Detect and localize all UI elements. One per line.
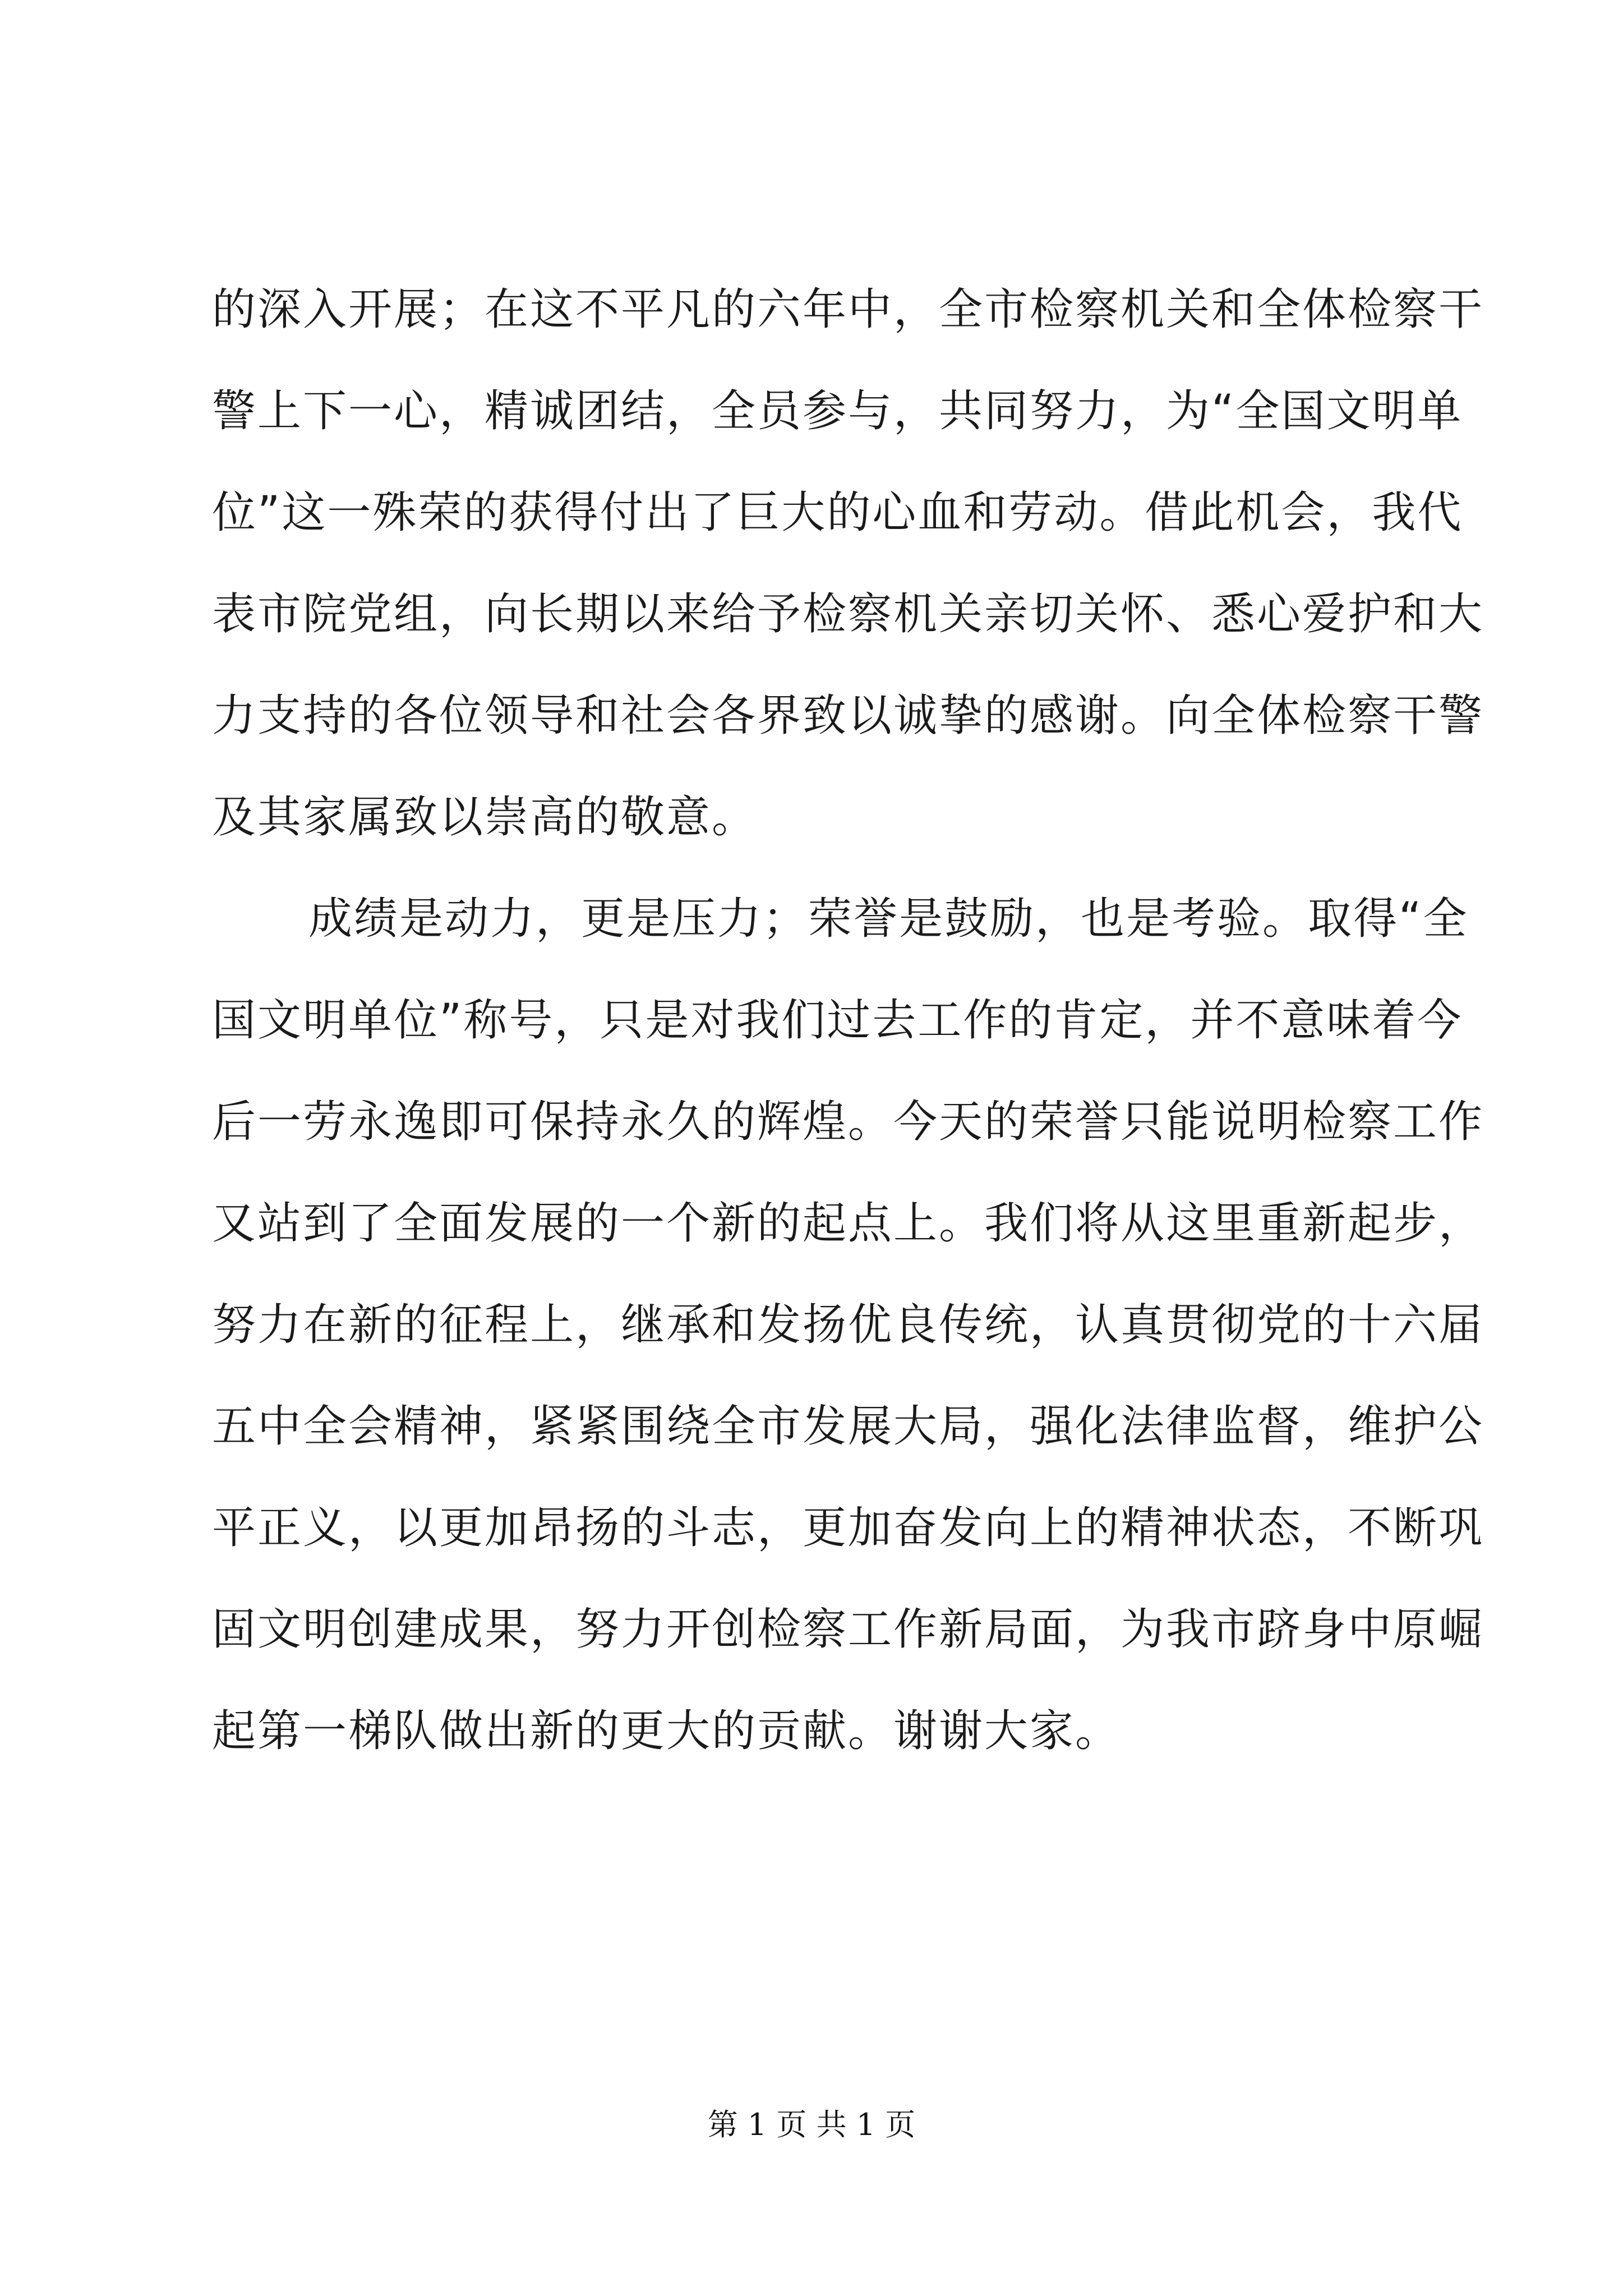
text-line: 及其家属致以崇高的敬意。 bbox=[212, 792, 758, 843]
paragraph bbox=[212, 868, 1484, 1782]
text-line: 成绩是动力，更是压力；荣誉是鼓励，也是考验。取得“全 bbox=[308, 894, 1469, 944]
page-number: 第 1 页 共 1 页 bbox=[707, 2107, 916, 2142]
text-line: 努力在新的征程上，继承和发扬优良传统，认真贯彻党的十六届 bbox=[212, 1300, 1484, 1350]
text-line: 警上下一心，精诚团结，全员参与，共同努力，为“全国文明单 bbox=[212, 386, 1463, 436]
text-line: 力支持的各位领导和社会各界致以诚挚的感谢。向全体检察干警 bbox=[212, 691, 1484, 741]
text-line: 五中全会精神，紧紧围绕全市发展大局，强化法律监督，维护公 bbox=[212, 1401, 1484, 1452]
document-body bbox=[212, 259, 1484, 1782]
page-footer bbox=[0, 2101, 1623, 2144]
text-line: 的深入开展；在这不平凡的六年中，全市检察机关和全体检察干 bbox=[212, 284, 1484, 335]
text-line: 平正义，以更加昂扬的斗志，更加奋发向上的精神状态，不断巩 bbox=[212, 1503, 1484, 1553]
text-line: 固文明创建成果，努力开创检察工作新局面，为我市跻身中原崛 bbox=[212, 1604, 1484, 1655]
text-line: 又站到了全面发展的一个新的起点上。我们将从这里重新起步， bbox=[212, 1198, 1484, 1249]
text-line: 后一劳永逸即可保持永久的辉煌。今天的荣誉只能说明检察工作 bbox=[212, 1097, 1484, 1147]
text-line: 起第一梯队做出新的更大的贡献。谢谢大家。 bbox=[212, 1706, 1121, 1756]
paragraph bbox=[212, 259, 1484, 868]
text-line: 表市院党组，向长期以来给予检察机关亲切关怀、悉心爱护和大 bbox=[212, 589, 1484, 639]
text-line: 国文明单位”称号，只是对我们过去工作的肯定，并不意味着今 bbox=[212, 995, 1463, 1046]
text-line: 位”这一殊荣的获得付出了巨大的心血和劳动。借此机会，我代 bbox=[212, 487, 1463, 538]
